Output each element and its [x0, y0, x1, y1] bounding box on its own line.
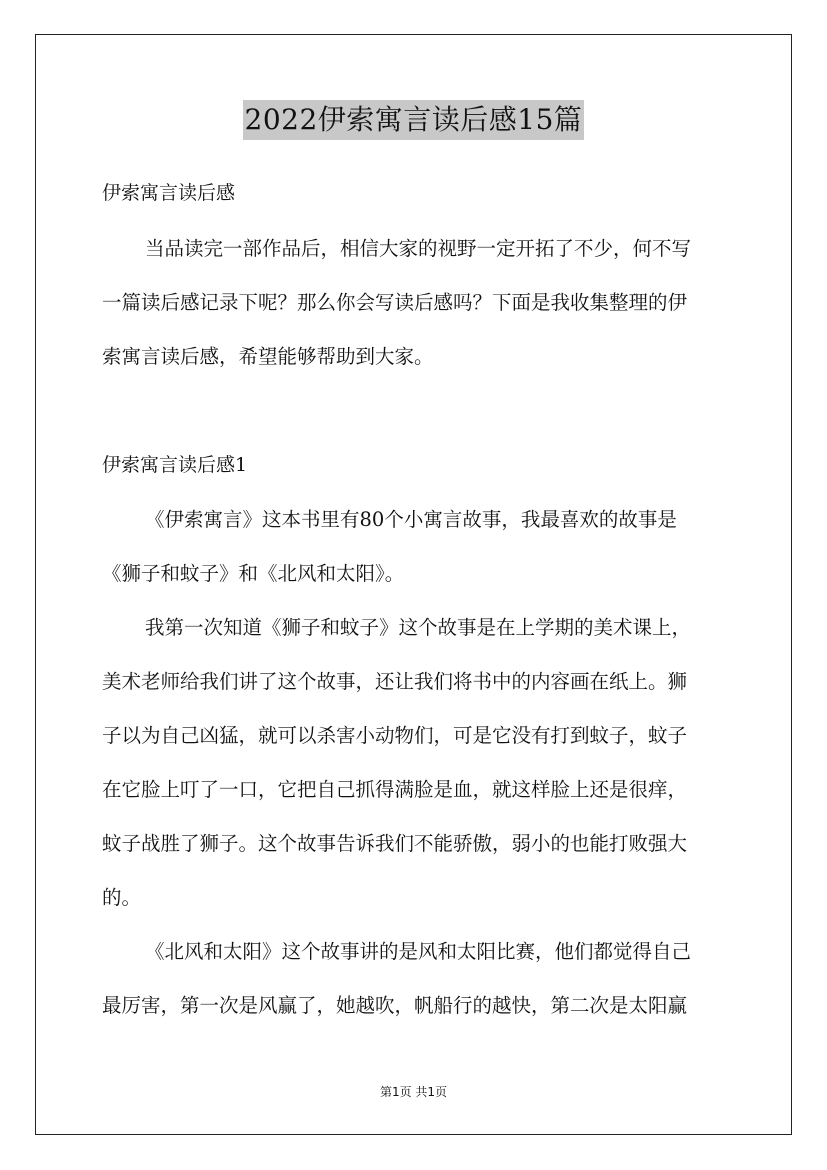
page-footer: 第1页 共1页	[379, 1085, 448, 1099]
title-container	[0, 100, 827, 140]
section1-heading: 伊索寓言读后感1	[102, 454, 248, 476]
document-title: 2022伊索寓言读后感15篇	[243, 100, 585, 140]
section1-p2-line: 子以为自己凶猛，就可以杀害小动物们，可是它没有打到蚊子，蚊子	[102, 724, 688, 747]
section1-p1-line: 《伊索寓言》这本书里有80个小寓言故事，我最喜欢的故事是	[145, 508, 677, 531]
intro-line: 一篇读后感记录下呢？那么你会写读后感吗？下面是我收集整理的伊	[102, 291, 688, 314]
intro-line: 当品读完一部作品后，相信大家的视野一定开拓了不少，何不写	[145, 237, 692, 260]
intro-line: 索寓言读后感，希望能够帮助到大家。	[102, 345, 434, 368]
section1-p2-line: 我第一次知道《狮子和蚊子》这个故事是在上学期的美术课上，	[145, 616, 692, 639]
section1-p3-line: 最厉害，第一次是风赢了，她越吹，帆船行的越快，第二次是太阳赢	[102, 994, 688, 1017]
section1-p1-line: 《狮子和蚊子》和《北风和太阳》。	[102, 562, 405, 585]
section1-p2-line: 的。	[102, 886, 142, 909]
section1-p2-line: 在它脸上叮了一口，它把自己抓得满脸是血，就这样脸上还是很痒，	[102, 778, 688, 801]
intro-heading: 伊索寓言读后感	[102, 182, 236, 204]
section1-p2-line: 蚊子战胜了狮子。这个故事告诉我们不能骄傲，弱小的也能打败强大	[102, 832, 688, 855]
section1-p3-line: 《北风和太阳》这个故事讲的是风和太阳比赛，他们都觉得自己	[145, 940, 692, 963]
section1-p2-line: 美术老师给我们讲了这个故事，还让我们将书中的内容画在纸上。狮	[102, 670, 688, 693]
